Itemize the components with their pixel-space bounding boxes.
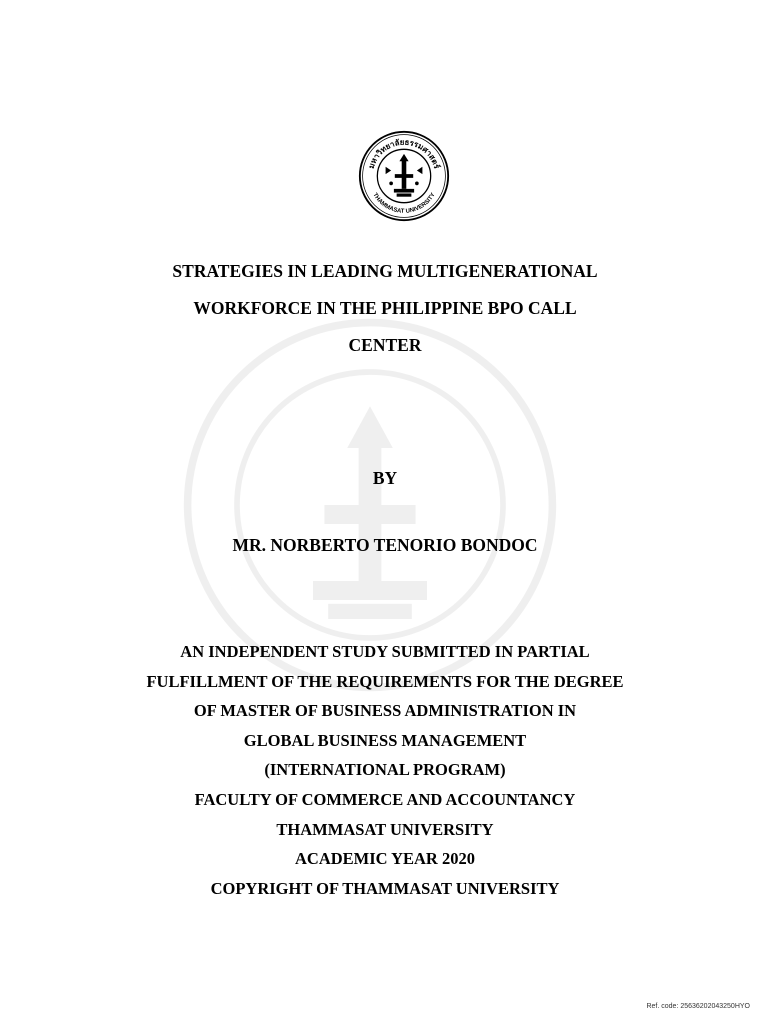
title-line: STRATEGIES IN LEADING MULTIGENERATIONAL (172, 261, 598, 281)
statement-line: ACADEMIC YEAR 2020 (295, 849, 475, 869)
statement-line: OF MASTER OF BUSINESS ADMINISTRATION IN (193, 701, 577, 721)
statement-line: FULFILLMENT OF THE REQUIREMENTS FOR THE DEGREE (146, 671, 624, 691)
university-seal-icon (358, 130, 450, 222)
seal-ring-top-text: มหาวิทยาลัยธรรมศาสตร์ (366, 137, 442, 170)
thesis-title (0, 253, 770, 364)
statement-line: FACULTY OF COMMERCE AND ACCOUNTANCY (194, 789, 576, 809)
seal-ring-bottom-text: THAMMASAT UNIVERSITY (371, 192, 437, 215)
reference-code: Ref. code: 25636202043250HYO (646, 1003, 750, 1010)
statement-line: COPYRIGHT OF THAMMASAT UNIVERSITY (210, 878, 560, 898)
author-name: MR. NORBERTO TENORIO BONDOC (232, 535, 538, 555)
by-label: BY (372, 468, 398, 488)
statement-line: (INTERNATIONAL PROGRAM) (264, 760, 506, 780)
statement-line: GLOBAL BUSINESS MANAGEMENT (243, 730, 527, 750)
submission-statement (0, 637, 770, 903)
statement-line: AN INDEPENDENT STUDY SUBMITTED IN PARTIAL (180, 642, 590, 661)
statement-line: THAMMASAT UNIVERSITY (276, 819, 494, 839)
title-line: WORKFORCE IN THE PHILIPPINE BPO CALL (193, 298, 577, 318)
title-line: CENTER (348, 335, 422, 355)
